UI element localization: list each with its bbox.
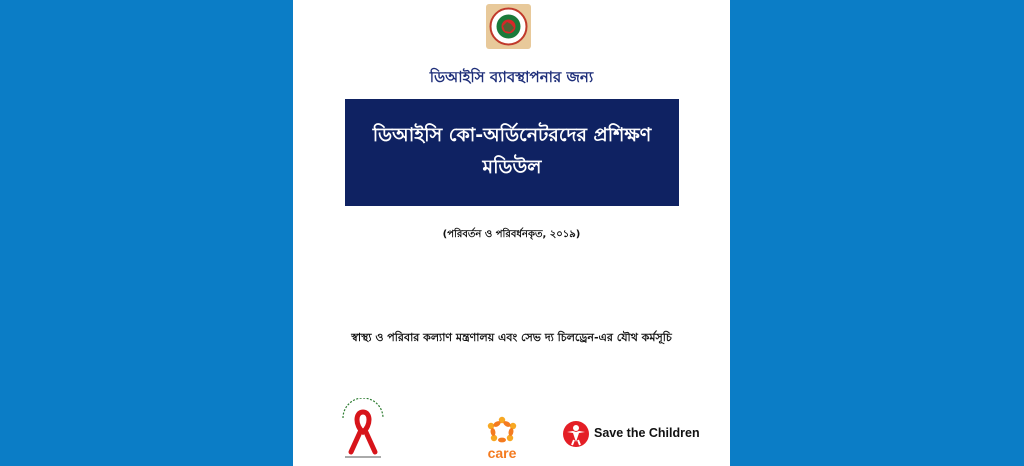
save-the-children-icon [562,420,590,448]
subtitle: ডিআইসি ব্যাবস্থাপনার জন্য [429,68,594,86]
care-logo-icon [482,414,522,446]
red-ribbon-icon [337,398,389,460]
document-title: ডিআইসি কো-অর্ডিনেটরদের প্রশিক্ষণ মডিউল [372,123,652,178]
edition-note: (পরিবর্তন ও পরিবর্ধনকৃত, ২০১৯) [442,229,581,240]
care-wordmark: care [487,445,517,461]
program-note: স্বাস্থ্য ও পরিবার কল্যাণ মন্ত্রণালয় এবং সেভ দ্য চিলড্রেন-এর যৌথ কর্মসূচি [351,331,672,344]
save-the-children-logo [562,420,702,450]
care-logo [482,414,522,464]
save-the-children-wordmark: Save the Children [594,426,700,440]
document-page [293,0,730,466]
government-emblem-icon [486,4,531,49]
title-banner [345,99,679,206]
